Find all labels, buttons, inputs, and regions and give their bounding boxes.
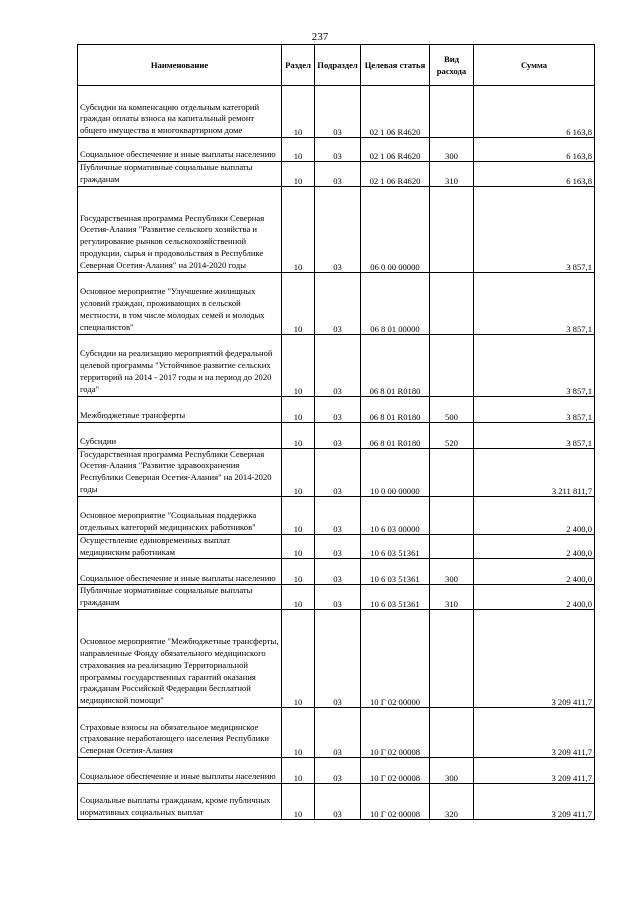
cell-vid-rashoda: 500	[430, 396, 474, 422]
cell-summa: 3 211 811,7	[474, 448, 595, 496]
cell-vid-rashoda: 520	[430, 422, 474, 448]
cell-celevaya-statya: 10 6 03 00000	[361, 496, 430, 534]
cell-name: Социальное обеспечение и иные выплаты населению	[78, 559, 282, 585]
cell-name: Основное мероприятие "Межбюджетные трансферты, направленные Фонду обязательного медицинского страхования на реализацию Территориальной программы государственных гарантий оказания гражданам Российской Федерации бесплатной медицинской помощи"	[78, 609, 282, 707]
cell-celevaya-statya: 10 Г 02 00008	[361, 757, 430, 783]
cell-summa: 3 857,1	[474, 422, 595, 448]
cell-name: Основное мероприятие "Улучшение жилищных условий граждан, проживающих в сельской местности, в том числе молодых семей и молодых специалистов"	[78, 272, 282, 334]
cell-name: Основное мероприятие "Социальная поддержка отдельных категорий медицинских работников"	[78, 496, 282, 534]
cell-razdel: 10	[282, 86, 315, 138]
table-row	[78, 448, 595, 496]
cell-celevaya-statya: 06 8 01 00000	[361, 272, 430, 334]
cell-summa: 3 209 411,7	[474, 707, 595, 757]
cell-summa: 3 209 411,7	[474, 783, 595, 819]
cell-vid-rashoda: 310	[430, 585, 474, 610]
cell-podrazdel: 03	[315, 534, 361, 559]
cell-vid-rashoda	[430, 272, 474, 334]
header-summa: Сумма	[474, 45, 595, 86]
cell-name: Публичные нормативные социальные выплаты гражданам	[78, 585, 282, 610]
table-row	[78, 496, 595, 534]
cell-razdel: 10	[282, 559, 315, 585]
cell-celevaya-statya: 10 Г 02 00008	[361, 707, 430, 757]
cell-summa: 6 163,8	[474, 86, 595, 138]
cell-celevaya-statya: 10 Г 02 00000	[361, 609, 430, 707]
table-row	[78, 396, 595, 422]
table-row	[78, 162, 595, 187]
cell-name: Государственная программа Республики Северная Осетия-Алания "Развитие здравоохранения Республики Северная Осетия-Алания" на 2014-2020 годы	[78, 448, 282, 496]
cell-summa: 6 163,8	[474, 162, 595, 187]
cell-podrazdel: 03	[315, 334, 361, 396]
cell-name: Осуществление единовременных выплат медицинским работникам	[78, 534, 282, 559]
cell-summa: 2 400,0	[474, 559, 595, 585]
cell-summa: 3 209 411,7	[474, 609, 595, 707]
cell-celevaya-statya: 02 1 06 R4620	[361, 162, 430, 187]
cell-razdel: 10	[282, 396, 315, 422]
table-row	[78, 559, 595, 585]
cell-summa: 2 400,0	[474, 496, 595, 534]
page-number: 237	[311, 31, 329, 43]
cell-podrazdel: 03	[315, 757, 361, 783]
table-row	[78, 783, 595, 819]
cell-vid-rashoda: 320	[430, 783, 474, 819]
table-row	[78, 86, 595, 138]
cell-name: Социальное обеспечение и иные выплаты населению	[78, 138, 282, 162]
cell-vid-rashoda	[430, 448, 474, 496]
cell-razdel: 10	[282, 534, 315, 559]
table-row	[78, 585, 595, 610]
cell-name: Социальное обеспечение и иные выплаты населению	[78, 757, 282, 783]
cell-vid-rashoda	[430, 334, 474, 396]
cell-vid-rashoda	[430, 707, 474, 757]
table-row	[78, 534, 595, 559]
cell-razdel: 10	[282, 272, 315, 334]
cell-celevaya-statya: 06 8 01 R0180	[361, 396, 430, 422]
cell-name: Субсидии на компенсацию отдельным категорий граждан оплаты взноса на капитальный ремонт общего имущества в многоквартирном доме	[78, 86, 282, 138]
cell-summa: 3 857,1	[474, 334, 595, 396]
cell-vid-rashoda	[430, 86, 474, 138]
cell-razdel: 10	[282, 138, 315, 162]
cell-vid-rashoda: 300	[430, 559, 474, 585]
cell-summa: 6 163,8	[474, 138, 595, 162]
cell-summa: 3 857,1	[474, 186, 595, 272]
cell-razdel: 10	[282, 496, 315, 534]
cell-name: Субсидии	[78, 422, 282, 448]
cell-celevaya-statya: 10 0 00 00000	[361, 448, 430, 496]
cell-celevaya-statya: 10 6 03 51361	[361, 534, 430, 559]
cell-podrazdel: 03	[315, 186, 361, 272]
cell-razdel: 10	[282, 757, 315, 783]
cell-name: Межбюджетные трансферты	[78, 396, 282, 422]
cell-name: Государственная программа Республики Северная Осетия-Алания "Развитие сельского хозяйства и регулирование рынков сельскохозяйственной продукции, сырья и продовольствия в Республике Северная Осетия-Алания" на 2014-2020 годы	[78, 186, 282, 272]
cell-podrazdel: 03	[315, 138, 361, 162]
cell-celevaya-statya: 02 1 06 R4620	[361, 86, 430, 138]
cell-podrazdel: 03	[315, 707, 361, 757]
cell-razdel: 10	[282, 186, 315, 272]
cell-vid-rashoda: 310	[430, 162, 474, 187]
cell-vid-rashoda: 300	[430, 757, 474, 783]
cell-celevaya-statya: 10 6 03 51361	[361, 585, 430, 610]
cell-celevaya-statya: 10 Г 02 00008	[361, 783, 430, 819]
cell-podrazdel: 03	[315, 609, 361, 707]
table-row	[78, 272, 595, 334]
table-row	[78, 609, 595, 707]
cell-summa: 3 857,1	[474, 396, 595, 422]
cell-vid-rashoda: 300	[430, 138, 474, 162]
cell-podrazdel: 03	[315, 86, 361, 138]
cell-razdel: 10	[282, 448, 315, 496]
cell-summa: 2 400,0	[474, 534, 595, 559]
header-razdel: Раздел	[282, 45, 315, 86]
cell-celevaya-statya: 02 1 06 R4620	[361, 138, 430, 162]
cell-razdel: 10	[282, 585, 315, 610]
cell-razdel: 10	[282, 707, 315, 757]
table-body	[78, 86, 595, 820]
cell-name: Страховые взносы на обязательное медицинское страхование неработающего населения Республики Северная Осетия-Алания	[78, 707, 282, 757]
table-row	[78, 186, 595, 272]
cell-name: Социальные выплаты гражданам, кроме публичных нормативных социальных выплат	[78, 783, 282, 819]
cell-podrazdel: 03	[315, 272, 361, 334]
header-podrazdel: Подраздел	[315, 45, 361, 86]
cell-celevaya-statya: 06 0 00 00000	[361, 186, 430, 272]
cell-razdel: 10	[282, 609, 315, 707]
cell-razdel: 10	[282, 162, 315, 187]
cell-name: Публичные нормативные социальные выплаты гражданам	[78, 162, 282, 187]
cell-podrazdel: 03	[315, 783, 361, 819]
cell-podrazdel: 03	[315, 496, 361, 534]
cell-podrazdel: 03	[315, 448, 361, 496]
header-celevaya-statya: Целевая статья	[361, 45, 430, 86]
cell-podrazdel: 03	[315, 162, 361, 187]
cell-podrazdel: 03	[315, 585, 361, 610]
cell-podrazdel: 03	[315, 559, 361, 585]
cell-vid-rashoda	[430, 534, 474, 559]
table-row	[78, 334, 595, 396]
cell-razdel: 10	[282, 422, 315, 448]
cell-vid-rashoda	[430, 609, 474, 707]
cell-summa: 2 400,0	[474, 585, 595, 610]
budget-table	[77, 44, 595, 820]
cell-razdel: 10	[282, 783, 315, 819]
cell-podrazdel: 03	[315, 396, 361, 422]
table-row	[78, 138, 595, 162]
cell-vid-rashoda	[430, 186, 474, 272]
cell-summa: 3 857,1	[474, 272, 595, 334]
cell-celevaya-statya: 06 8 01 R0180	[361, 334, 430, 396]
header-name: Наименование	[78, 45, 282, 86]
cell-vid-rashoda	[430, 496, 474, 534]
table-row	[78, 757, 595, 783]
cell-name: Субсидии на реализацию мероприятий федеральной целевой программы "Устойчивое развитие сельских территорий на 2014 - 2017 годы и на период до 2020 года"	[78, 334, 282, 396]
table-row	[78, 422, 595, 448]
cell-summa: 3 209 411,7	[474, 757, 595, 783]
cell-celevaya-statya: 10 6 03 51361	[361, 559, 430, 585]
table-row	[78, 707, 595, 757]
cell-razdel: 10	[282, 334, 315, 396]
cell-celevaya-statya: 06 8 01 R0180	[361, 422, 430, 448]
header-vid-rashoda: Вид расхода	[430, 45, 474, 86]
table-header-row	[78, 45, 595, 86]
cell-podrazdel: 03	[315, 422, 361, 448]
